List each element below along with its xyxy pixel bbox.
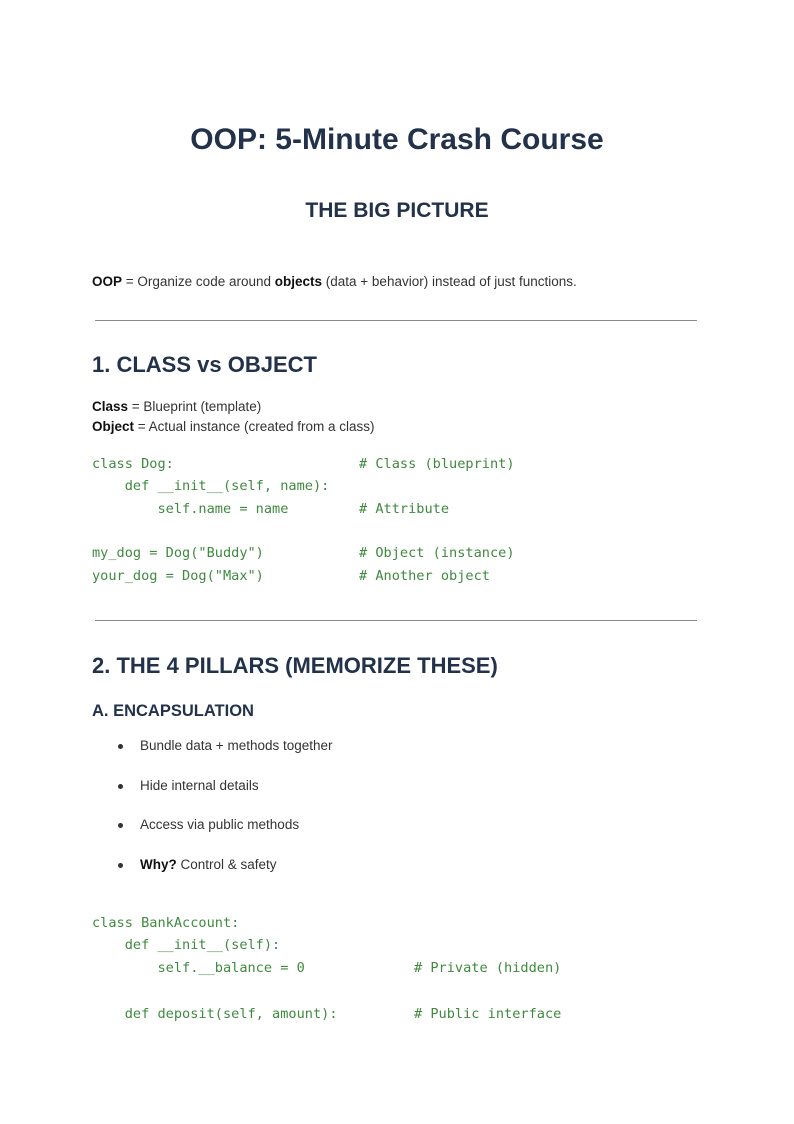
list-item-label: Control & safety	[176, 856, 277, 872]
code-line: self.name = name	[92, 501, 289, 517]
page-title: OOP: 5-Minute Crash Course	[190, 123, 604, 156]
list-item-bold: Why?	[140, 856, 177, 872]
bullet-dot	[118, 823, 123, 828]
code-comment: # Another object	[359, 568, 490, 584]
encapsulation-heading: A. ENCAPSULATION	[92, 702, 254, 720]
class-term: Class	[92, 399, 129, 414]
code-line: class Dog:	[92, 456, 174, 472]
object-term: Object	[92, 419, 135, 434]
list-item-text	[140, 857, 277, 872]
code-comment: # Attribute	[359, 501, 450, 517]
code-comment: # Public interface	[414, 1006, 562, 1022]
code-line: my_dog = Dog("Buddy")	[92, 545, 264, 561]
divider	[95, 320, 697, 321]
code-block-dog	[92, 456, 515, 632]
intro-rest: (data + behavior) instead of just functions.	[322, 274, 577, 289]
intro-term: OOP	[92, 274, 123, 289]
class-definition	[92, 397, 261, 417]
list-item-label: Bundle data + methods together	[140, 738, 333, 753]
list-item-label: Access via public methods	[140, 817, 300, 832]
code-comment: # Private (hidden)	[414, 960, 562, 976]
list-item-text	[140, 778, 259, 793]
divider	[95, 620, 697, 621]
code-line: def __init__(self):	[92, 937, 281, 953]
object-def-text: = Actual instance (created from a class)	[134, 419, 375, 434]
code-comment: # Object (instance)	[359, 545, 515, 561]
section2-heading: 2. THE 4 PILLARS (MEMORIZE THESE)	[92, 653, 498, 678]
code-line: def __init__(self, name):	[92, 478, 330, 494]
code-line: your_dog = Dog("Max")	[92, 568, 264, 584]
object-definition	[92, 417, 375, 437]
list-item-label: Hide internal details	[140, 777, 259, 793]
bullet-dot	[118, 744, 123, 749]
code-line: class BankAccount:	[92, 915, 240, 931]
list-item-text	[140, 738, 333, 753]
bullet-dot	[118, 784, 123, 789]
intro-objects: objects	[274, 274, 323, 289]
intro-eq: = Organize code around	[122, 274, 275, 289]
bullet-dot	[118, 863, 123, 868]
code-block-bankaccount	[92, 915, 562, 1043]
list-item-text	[140, 817, 299, 832]
code-line: self.__balance = 0	[92, 960, 305, 976]
code-comment: # Class (blueprint)	[359, 456, 515, 472]
intro-paragraph	[92, 274, 577, 289]
code-line: def deposit(self, amount):	[92, 1006, 338, 1022]
section1-heading: 1. CLASS vs OBJECT	[92, 352, 317, 377]
class-def-text: = Blueprint (template)	[128, 399, 262, 414]
page-subtitle: THE BIG PICTURE	[305, 199, 489, 222]
